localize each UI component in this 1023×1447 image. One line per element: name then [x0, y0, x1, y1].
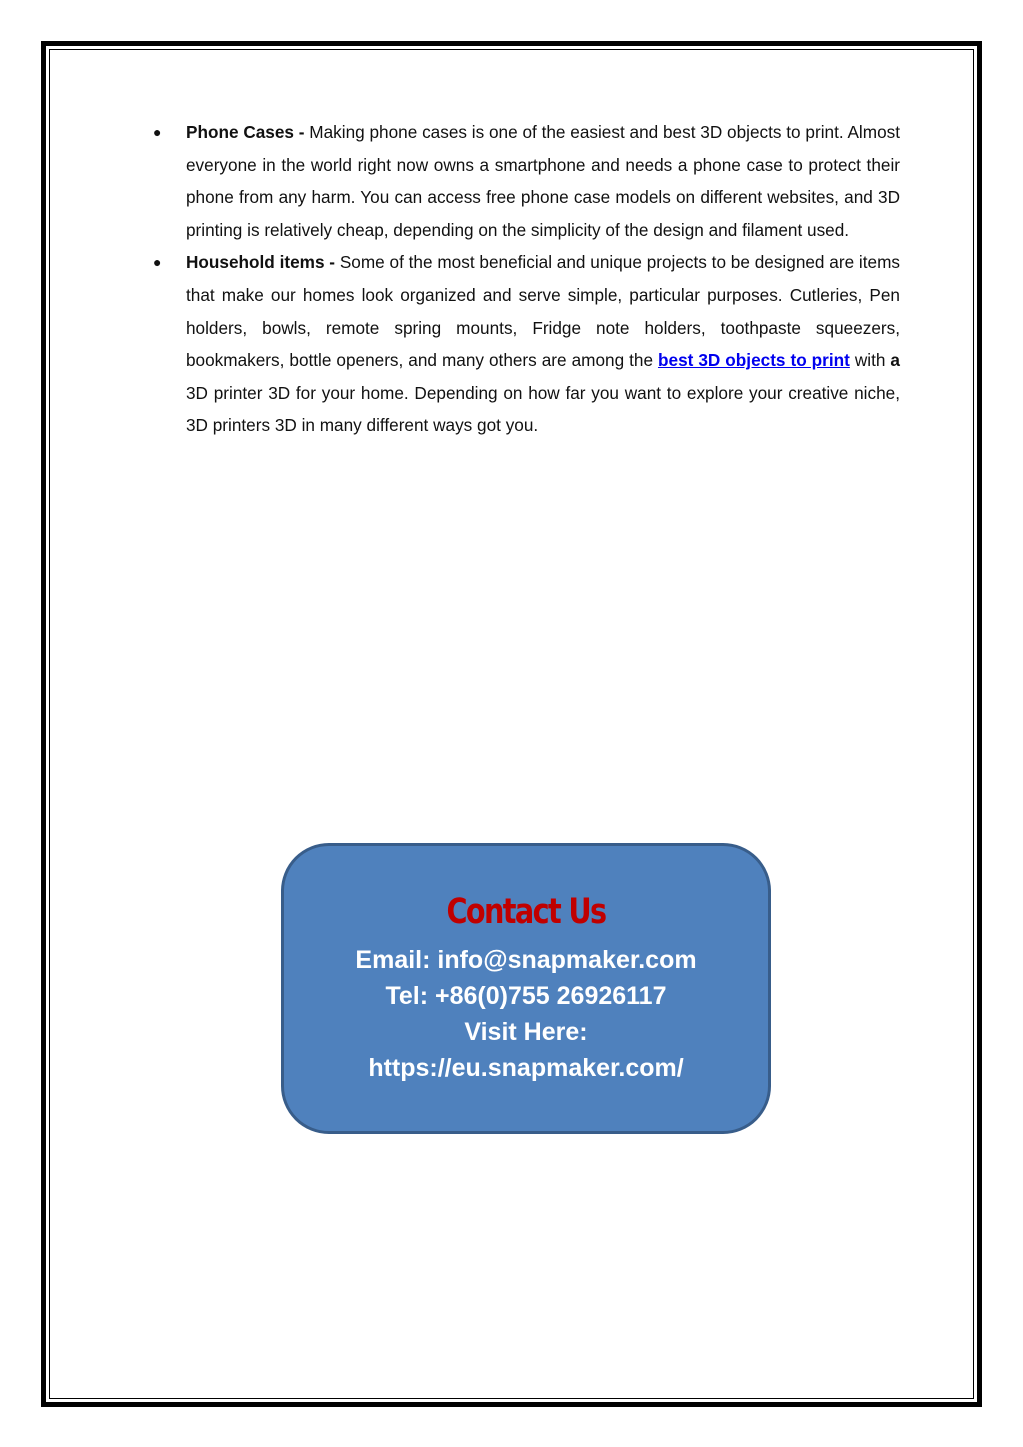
bullet-icon: ●: [153, 124, 162, 140]
list-item-phone-cases: [150, 116, 900, 246]
article-body: [150, 116, 900, 442]
item-text: Making phone cases is one of the easiest and best 3D objects to print. Almost everyone in the world right now owns a smartphone and needs a phone case to protect their phone from any harm. You can access free phone case models on different websites, and 3D printing is relatively cheap, depending on the simplicity of the design and filament used.: [186, 122, 900, 240]
contact-url[interactable]: https://eu.snapmaker.com/: [368, 1054, 684, 1082]
item-text-after: 3D printer 3D for your home. Depending on how far you want to explore your creative niche, 3D printers 3D in many different ways got you.: [186, 382, 900, 436]
best-3d-objects-link[interactable]: best 3D objects to print: [658, 350, 850, 371]
bullet-icon: ●: [153, 254, 162, 271]
contact-title: Contact Us: [446, 892, 606, 932]
item-heading: Household items -: [186, 252, 336, 273]
contact-box: [281, 843, 771, 1134]
item-heading: Phone Cases -: [186, 122, 305, 142]
list-item-household-items: [150, 246, 900, 442]
contact-tel: Tel: +86(0)755 26926117: [385, 982, 667, 1010]
item-text: Some of the most beneficial and unique projects to be designed are items that make our homes look organized and serve simple, particular purposes. Cutleries, Pen holders, bowls, remote spring mounts, Fridge note holders, toothpaste squeezers, bookmakers, bottle openers, and many others are among the: [186, 252, 900, 371]
contact-email: Email: info@snapmaker.com: [355, 946, 697, 974]
contact-visit-label: Visit Here:: [464, 1018, 588, 1046]
item-text-with: with: [849, 350, 891, 371]
item-text-bold-a: a: [890, 350, 900, 371]
